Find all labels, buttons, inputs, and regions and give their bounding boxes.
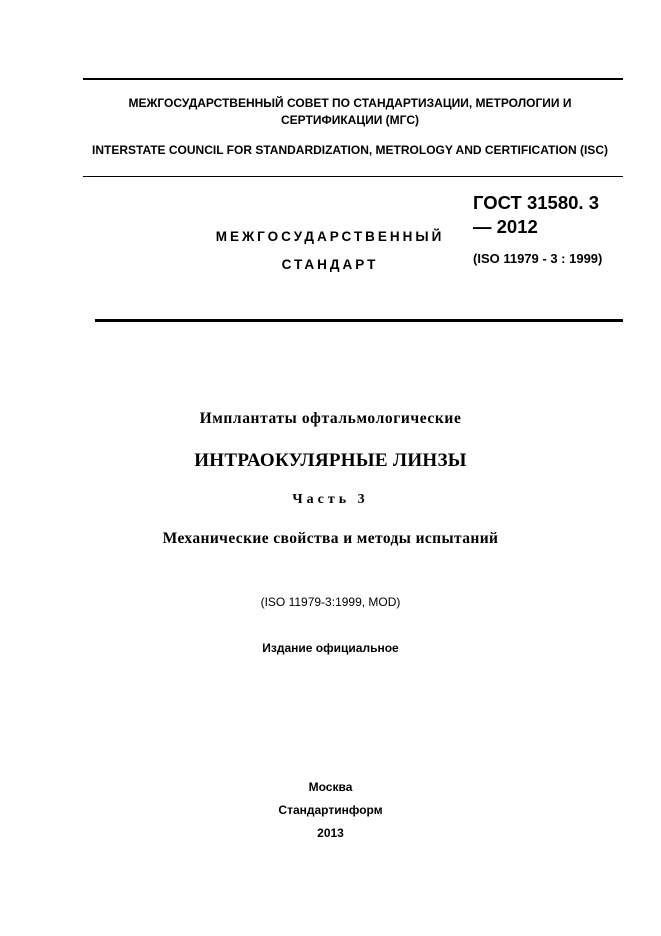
modification-reference: (ISO 11979-3:1999, MOD)	[260, 595, 401, 609]
edition-note: Издание официальное	[262, 641, 399, 655]
iso-reference: (ISO 11979 - 3 : 1999)	[473, 251, 603, 266]
header-bottom-rule	[95, 319, 623, 322]
council-name-en: INTERSTATE COUNCIL FOR STANDARDIZATION, METROLOGY AND CERTIFICATION (ISC)	[92, 143, 608, 157]
imprint-year: 2013	[317, 826, 344, 840]
standard-label-line1: МЕЖГОСУДАРСТВЕННЫЙ	[215, 229, 445, 244]
standard-label-line2: СТАНДАРТ	[281, 257, 379, 272]
header-divider-rule	[83, 176, 623, 177]
document-part: Часть 3	[292, 492, 369, 507]
imprint-publisher: Стандартинформ	[278, 803, 383, 817]
top-rule	[83, 78, 623, 80]
document-subtitle: Механические свойства и методы испытаний	[162, 530, 499, 547]
standard-number-line2: — 2012	[473, 216, 538, 237]
standard-number-line1: ГОСТ 31580. 3	[473, 192, 599, 213]
document-title: ИНТРАОКУЛЯРНЫЕ ЛИНЗЫ	[194, 450, 467, 471]
imprint-city: Москва	[308, 780, 353, 794]
document-category: Имплантаты офтальмологические	[199, 410, 462, 427]
council-name-ru: МЕЖГОСУДАРСТВЕННЫЙ СОВЕТ ПО СТАНДАРТИЗАЦИИ, МЕТРОЛОГИИ И СЕРТИФИКАЦИИ (МГС)	[128, 96, 572, 127]
